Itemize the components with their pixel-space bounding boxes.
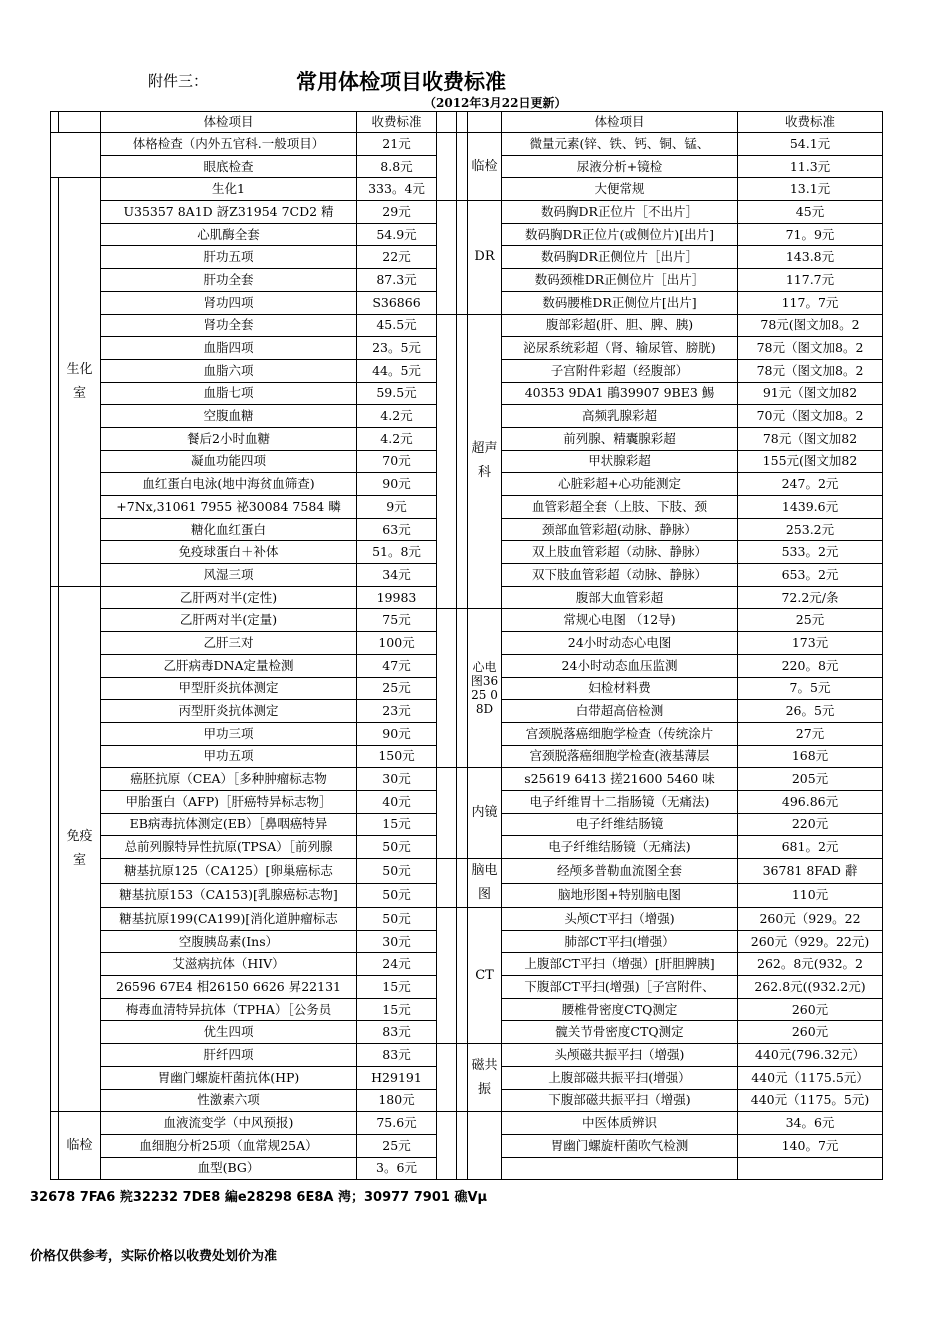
margin-cell [457,768,468,859]
exam-item: 餐后2小时血糖 [101,427,357,450]
exam-item: 总前列腺特异性抗原(TPSA）［前列腺 [101,836,357,859]
exam-fee: 75.6元 [357,1112,437,1135]
price-disclaimer: 价格仅供参考，实际价格以收费处划价为准 [30,1249,278,1264]
exam-item: 电子纤维结肠镜（无痛法) [502,836,738,859]
margin-cell [457,133,468,201]
exam-fee: 45.5元 [357,314,437,337]
table-row [51,908,883,931]
exam-item: 前列腺、精囊腺彩超 [502,427,738,450]
exam-fee: 25元 [357,1134,437,1157]
exam-item: 中医体质辨识 [502,1112,738,1135]
exam-fee: 25元 [357,677,437,700]
exam-fee: 75元 [357,609,437,632]
exam-fee: 13.1元 [738,178,883,201]
exam-item: 肝纤四项 [101,1044,357,1067]
exam-item: 数码胸DR正位片［不出片］ [502,201,738,224]
exam-fee: H29191 [357,1066,437,1089]
exam-fee: 173元 [738,632,883,655]
exam-fee: 22元 [357,246,437,269]
exam-fee: 117.7元 [738,269,883,292]
exam-item: 妇检材料费 [502,677,738,700]
margin-cell [437,1044,457,1112]
margin-cell [51,586,59,1111]
exam-fee: 54.1元 [738,133,883,156]
exam-fee: 168元 [738,745,883,768]
margin-cell [437,609,457,768]
blank-cell [437,112,457,133]
exam-item [502,1157,738,1180]
exam-fee: 260元 [738,998,883,1021]
exam-item: 宫颈脱落癌细胞学检查(液基薄层 [502,745,738,768]
blank-cell [51,112,59,133]
exam-fee: 220元 [738,813,883,836]
exam-fee: 50元 [357,908,437,931]
margin-cell [437,768,457,859]
exam-item: 电子纤维胃十二指肠镜（无痛法) [502,790,738,813]
exam-fee: 51。8元 [357,541,437,564]
exam-item: 肝功五项 [101,246,357,269]
exam-item: 高频乳腺彩超 [502,405,738,428]
exam-fee: 260元（929。22元) [738,930,883,953]
table-row [51,133,883,156]
exam-item: 甲状腺彩超 [502,450,738,473]
exam-fee: 19983 [357,586,437,609]
exam-fee: 29元 [357,201,437,224]
exam-item: 胃幽门螺旋杆菌抗体(HP) [101,1066,357,1089]
exam-item: 艾滋病抗体（HIV） [101,953,357,976]
exam-fee: 150元 [357,745,437,768]
exam-fee: 260元 [738,1021,883,1044]
exam-item: 腹部彩超(肝、胆、脾、胰) [502,314,738,337]
department-label: 超声科 [468,314,502,609]
exam-fee: 140。7元 [738,1134,883,1157]
table-row [51,859,883,884]
exam-fee: 8.8元 [357,155,437,178]
margin-cell [457,1112,468,1180]
exam-fee: 11.3元 [738,155,883,178]
exam-fee: 253.2元 [738,518,883,541]
exam-fee: 440元(796.32元） [738,1044,883,1067]
exam-item: 生化1 [101,178,357,201]
exam-item: 血型(BG） [101,1157,357,1180]
exam-fee: 205元 [738,768,883,791]
exam-item: 24小时动态心电图 [502,632,738,655]
department-label: 生化室 [59,178,101,586]
exam-item: 双下肢血管彩超（动脉、静脉） [502,564,738,587]
exam-item: 血细胞分析25项（血常规25A） [101,1134,357,1157]
exam-fee: 78元（图文加82 [738,427,883,450]
table-row [51,1044,883,1067]
exam-fee: 87.3元 [357,269,437,292]
exam-item: 甲功五项 [101,745,357,768]
exam-fee: 110元 [738,883,883,908]
exam-fee: 9元 [357,496,437,519]
table-row [51,1112,883,1135]
exam-item: 眼底检查 [101,155,357,178]
exam-fee: 496.86元 [738,790,883,813]
exam-fee: 533。2元 [738,541,883,564]
column-header-item: 体检项目 [502,112,738,133]
exam-fee: 27元 [738,722,883,745]
exam-item: 泌尿系统彩超（肾、输尿管、膀胱) [502,337,738,360]
exam-fee: 247。2元 [738,473,883,496]
exam-item: 血红蛋白电泳(地中海贫血筛查) [101,473,357,496]
table-header-row [51,112,883,133]
exam-item: 腹部大血管彩超 [502,586,738,609]
exam-item: 丙型肝炎抗体测定 [101,700,357,723]
margin-cell [51,1112,59,1180]
exam-fee: 24元 [357,953,437,976]
exam-fee: 40元 [357,790,437,813]
department-label: 临检 [468,133,502,201]
exam-fee: 50元 [357,859,437,884]
exam-fee: 26。5元 [738,700,883,723]
blank-cell [51,133,101,178]
exam-item: 腰椎骨密度CTQ测定 [502,998,738,1021]
exam-item: 40353 9DA1 鵑39907 9BE3 鯣 [502,382,738,405]
department-label: 心电图3625 0 8D [468,609,502,768]
exam-item: 大便常规 [502,178,738,201]
exam-fee: 71。9元 [738,223,883,246]
exam-fee: 155元(图文加82 [738,450,883,473]
margin-cell [437,201,457,314]
exam-item: 心肌酶全套 [101,223,357,246]
exam-item: 胃幽门螺旋杆菌吹气检测 [502,1134,738,1157]
exam-fee: 44。5元 [357,359,437,382]
exam-fee: 21元 [357,133,437,156]
exam-item: 风湿三项 [101,564,357,587]
department-label: 免疫室 [59,586,101,1111]
exam-fee: 90元 [357,473,437,496]
fee-table [50,111,883,1180]
exam-item: 空腹胰岛素(Ins） [101,930,357,953]
exam-item: 常规心电图 （12导) [502,609,738,632]
department-label: 临检 [59,1112,101,1180]
exam-item: 免疫球蛋白＋补体 [101,541,357,564]
department-label: 内镜 [468,768,502,859]
exam-fee: 23。5元 [357,337,437,360]
exam-fee: 117。7元 [738,291,883,314]
department-label: 脑电图 [468,859,502,908]
exam-item: s25619 6413 搓21600 5460 味 [502,768,738,791]
exam-item: 空腹血糖 [101,405,357,428]
exam-item: 下腹部CT平扫(增强)［子宫附件、 [502,976,738,999]
margin-cell [51,178,59,586]
exam-item: 颈部血管彩超(动脉、静脉） [502,518,738,541]
table-row [51,768,883,791]
exam-item: +7Nx,31061 7955 祕30084 7584 疄 [101,496,357,519]
margin-cell [437,133,457,201]
exam-item: 数码腰椎DR正侧位片[出片] [502,291,738,314]
exam-item: 上腹部磁共振平扫(增强） [502,1066,738,1089]
exam-fee: 34元 [357,564,437,587]
exam-item: 心脏彩超+心功能测定 [502,473,738,496]
exam-item: 肾功全套 [101,314,357,337]
blank-cell [468,112,502,133]
page-title: 常用体检项目收费标准 [296,70,506,94]
exam-fee: 45元 [738,201,883,224]
exam-fee: S36866 [357,291,437,314]
blank-cell [457,112,468,133]
department-label: 磁共振 [468,1044,502,1112]
exam-fee: 4.2元 [357,405,437,428]
exam-fee: 653。2元 [738,564,883,587]
exam-item: 肺部CT平扫(增强） [502,930,738,953]
margin-cell [457,201,468,314]
exam-item: 尿液分析+镜检 [502,155,738,178]
exam-item: 双上肢血管彩超（动脉、静脉） [502,541,738,564]
exam-item: 肾功四项 [101,291,357,314]
exam-item: 电子纤维结肠镜 [502,813,738,836]
table-row [51,609,883,632]
exam-fee: 15元 [357,976,437,999]
exam-fee: 260元（929。22 [738,908,883,931]
exam-item: 数码胸DR正侧位片［出片］ [502,246,738,269]
table-row [51,314,883,337]
exam-fee: 440元（1175。5元) [738,1089,883,1112]
exam-fee: 7。5元 [738,677,883,700]
exam-item: 血脂七项 [101,382,357,405]
exam-fee: 90元 [357,722,437,745]
exam-fee: 30元 [357,768,437,791]
attachment-label: 附件三： [148,72,209,90]
exam-fee: 262。8元(932。2 [738,953,883,976]
exam-item: 性激素六项 [101,1089,357,1112]
exam-item: 下腹部磁共振平扫（增强) [502,1089,738,1112]
exam-item: 糖基抗原153（CA153)[乳腺癌标志物] [101,883,357,908]
exam-item: 糖基抗原199(CA199)[消化道肿瘤标志 [101,908,357,931]
exam-item: 髋关节骨密度CTQ测定 [502,1021,738,1044]
exam-item: 头颅磁共振平扫（增强) [502,1044,738,1067]
margin-cell [457,859,468,908]
column-header-fee: 收费标准 [738,112,883,133]
exam-fee: 333。4元 [357,178,437,201]
exam-fee: 50元 [357,836,437,859]
exam-fee: 91元（图文加82 [738,382,883,405]
exam-fee: 4.2元 [357,427,437,450]
table-row [51,201,883,224]
exam-fee [738,1157,883,1180]
exam-item: 头颅CT平扫（增强) [502,908,738,931]
exam-item: 数码颈椎DR正侧位片［出片］ [502,269,738,292]
exam-fee: 59.5元 [357,382,437,405]
exam-fee: 83元 [357,1044,437,1067]
department-label: CT [468,908,502,1044]
margin-cell [457,609,468,768]
margin-cell [457,1044,468,1112]
margin-cell [457,908,468,1044]
exam-item: 体格检查（内外五官科.一般项目） [101,133,357,156]
exam-item: 乙肝两对半(定性) [101,586,357,609]
exam-fee: 1439.6元 [738,496,883,519]
exam-item: EB病毒抗体测定(EB）［鼻咽癌特异 [101,813,357,836]
footer-note: 32678 7FA6 羦32232 7DE8 編e28298 6E8A 涄；30977 7901 礁Vμ [30,1190,488,1205]
exam-item: 梅毒血清特异抗体（TPHA）［公务员 [101,998,357,1021]
exam-fee: 3。6元 [357,1157,437,1180]
exam-item: 乙肝三对 [101,632,357,655]
exam-item: 24小时动态血压监测 [502,654,738,677]
exam-item: 宫颈脱落癌细胞学检查（传统涂片 [502,722,738,745]
exam-item: 上腹部CT平扫（增强）[肝胆脾胰] [502,953,738,976]
exam-item: 优生四项 [101,1021,357,1044]
exam-item: 白带超高倍检测 [502,700,738,723]
exam-fee: 100元 [357,632,437,655]
update-date: （2012年3月22日更新） [424,96,567,110]
exam-fee: 15元 [357,813,437,836]
margin-cell [437,314,457,609]
exam-item: U35357 8A1D 訝Z31954 7CD2 精 [101,201,357,224]
exam-item: 微量元素(锌、铁、钙、铜、锰、 [502,133,738,156]
exam-item: 血管彩超全套（上肢、下肢、颈 [502,496,738,519]
exam-fee: 83元 [357,1021,437,1044]
exam-fee: 78元(图文加8。2 [738,314,883,337]
exam-fee: 70元（图文加8。2 [738,405,883,428]
exam-fee: 440元（1175.5元） [738,1066,883,1089]
exam-fee: 54.9元 [357,223,437,246]
exam-item: 经颅多普勒血流图全套 [502,859,738,884]
exam-fee: 34。6元 [738,1112,883,1135]
exam-item: 26596 67E4 相26150 6626 昇22131 [101,976,357,999]
blank-cell [59,112,101,133]
exam-fee: 180元 [357,1089,437,1112]
exam-item: 凝血功能四项 [101,450,357,473]
exam-fee: 143.8元 [738,246,883,269]
exam-fee: 220。8元 [738,654,883,677]
exam-fee: 47元 [357,654,437,677]
exam-fee: 63元 [357,518,437,541]
exam-fee: 23元 [357,700,437,723]
margin-cell [457,314,468,609]
margin-cell [437,859,457,908]
exam-fee: 70元 [357,450,437,473]
margin-cell [437,1112,457,1180]
exam-item: 甲功三项 [101,722,357,745]
column-header-item: 体检项目 [101,112,357,133]
exam-fee: 15元 [357,998,437,1021]
exam-item: 肝功全套 [101,269,357,292]
exam-item: 糖基抗原125（CA125）[卵巢癌标志 [101,859,357,884]
exam-fee: 262.8元((932.2元) [738,976,883,999]
exam-item: 脑地形图+特别脑电图 [502,883,738,908]
exam-item: 糖化血红蛋白 [101,518,357,541]
exam-item: 血脂六项 [101,359,357,382]
exam-item: 乙肝病毒DNA定量检测 [101,654,357,677]
exam-fee: 50元 [357,883,437,908]
exam-item: 甲型肝炎抗体测定 [101,677,357,700]
exam-item: 癌胚抗原（CEA）［多种肿瘤标志物 [101,768,357,791]
exam-fee: 681。2元 [738,836,883,859]
exam-item: 乙肝两对半(定量) [101,609,357,632]
exam-fee: 72.2元/条 [738,586,883,609]
exam-item: 子宫附件彩超（经腹部） [502,359,738,382]
exam-item: 甲胎蛋白（AFP)［肝癌特异标志物］ [101,790,357,813]
department-label: DR [468,201,502,314]
column-header-fee: 收费标准 [357,112,437,133]
exam-fee: 30元 [357,930,437,953]
margin-cell [437,908,457,1044]
exam-fee: 36781 8FAD 辭 [738,859,883,884]
exam-item: 数码胸DR正位片(或侧位片)[出片] [502,223,738,246]
exam-item: 血脂四项 [101,337,357,360]
department-label [468,1112,502,1180]
exam-item: 血液流变学（中风预报) [101,1112,357,1135]
exam-fee: 78元（图文加8。2 [738,359,883,382]
exam-fee: 78元（图文加8。2 [738,337,883,360]
exam-fee: 25元 [738,609,883,632]
